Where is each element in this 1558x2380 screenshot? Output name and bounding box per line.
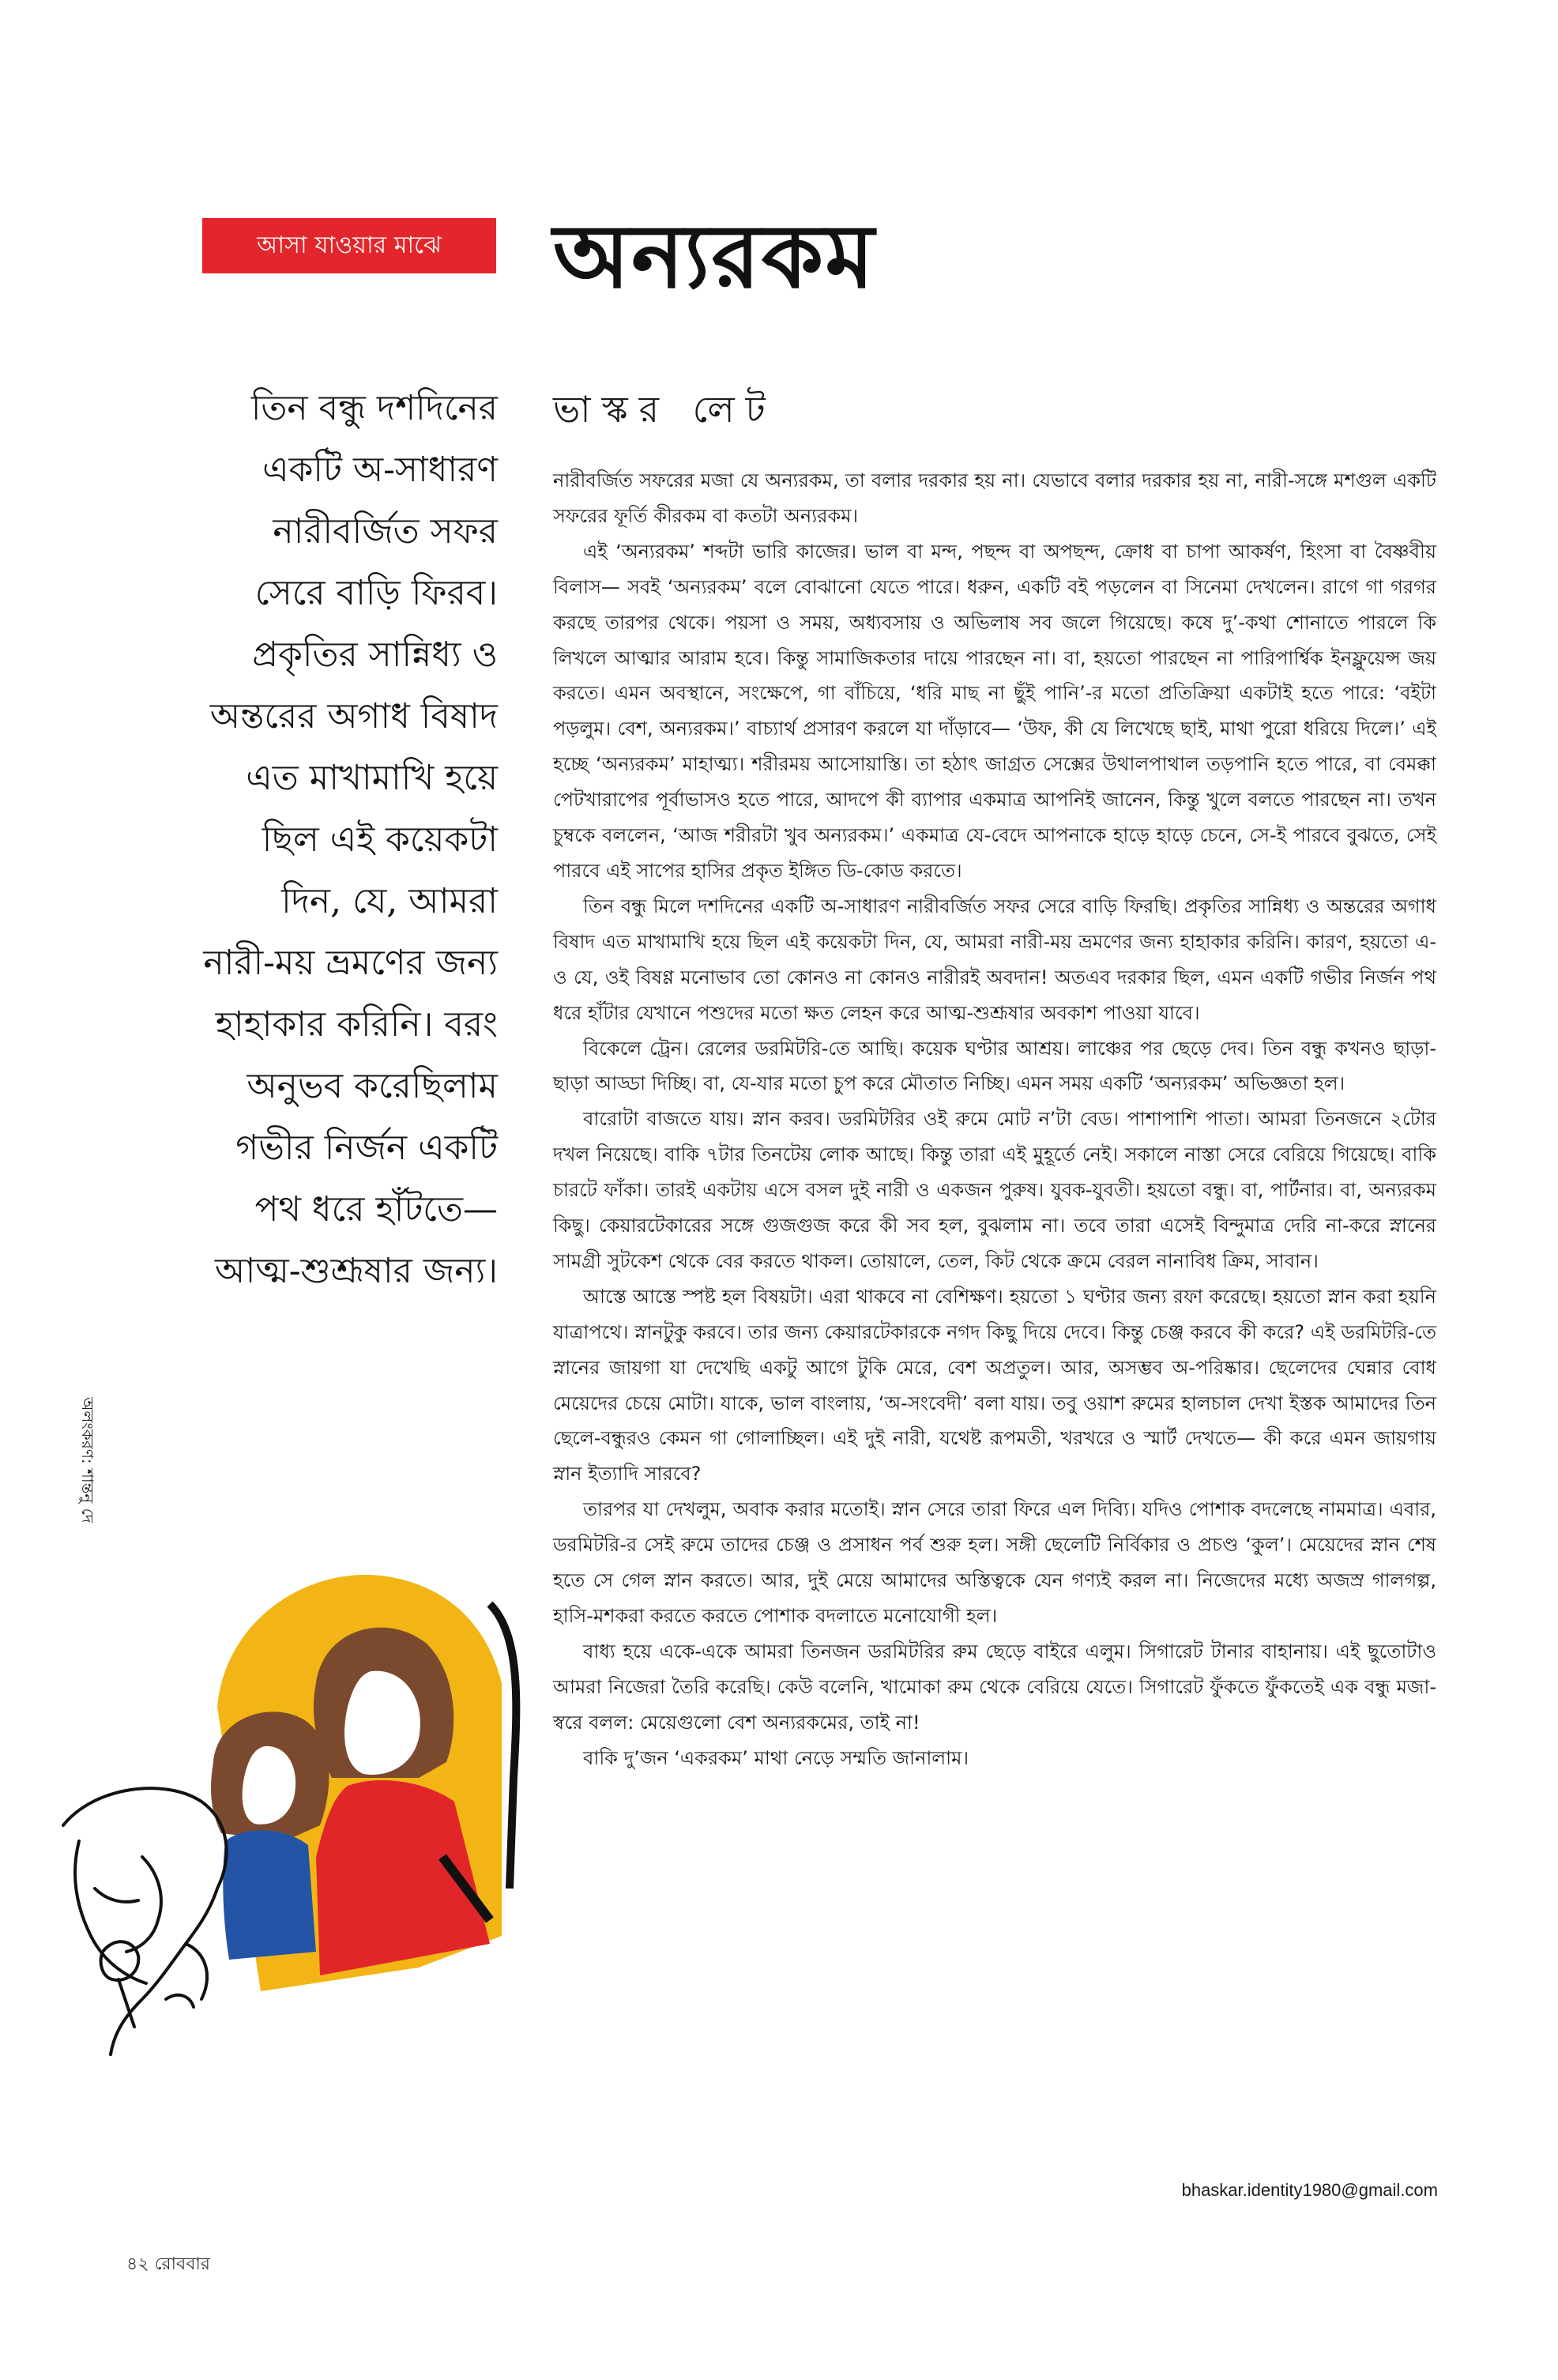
article-paragraph: বাধ্য হয়ে একে-একে আমরা তিনজন ডরমিটরির রুম ছেড়ে বাইরে এলুম। সিগারেট টানার বাহানায়। এই ছুতোটাও আমরা নিজেরা তৈরি করেছি। কেউ বলেনি, খামোকা রুম থেকে বেরিয়ে যেতে। সিগারেট ফুঁকতে ফুঁকতেই এক বন্ধু মজা-স্বরে বলল: মেয়েগুলো বেশ অন্যরকমের, তাই না! [553,1640,1436,1734]
pull-quote-line: সেরে বাড়ি ফিরব। [254,573,498,613]
pull-quote-line: ছিল এই কয়েকটা [262,819,498,860]
pull-quote [119,378,498,1302]
article-paragraph: নারীবর্জিত সফরের মজা যে অন্যরকম, তা বলার দরকার হয় না। যেভাবে বলার দরকার হয় না, নারী-সঙ্গে মশগুল একটি সফরের ফূর্তি কীরকম বা কতটা অন্যরকম। [553,469,1436,527]
pull-quote-line: নারী-ময় ভ্রমণের জন্য [203,943,498,983]
pull-quote-line: একটি অ-সাধারণ [262,450,498,490]
pull-quote-line: নারীবর্জিত সফর [273,511,498,552]
pull-quote-line: আত্ম-শুশ্রূষার জন্য। [215,1251,498,1291]
article-body [553,463,1436,1776]
section-tag: আসা যাওয়ার মাঝে [202,218,496,273]
man-hand-drawing [101,1941,139,2027]
pull-quote-line: অনুভব করেছিলাম [246,1066,498,1106]
pull-quote-line: প্রকৃতির সান্নিধ্য ও [252,635,498,675]
article-paragraph: তিন বন্ধু মিলে দশদিনের একটি অ-সাধারণ নারীবর্জিত সফর সেরে বাড়ি ফিরছি। প্রকৃতির সান্নিধ্য ও অন্তরের অগাধ বিষাদ এত মাখামাখি হয়ে ছিল এই কয়েকটা দিন, যে, আমরা নারী-ময় ভ্রমণের জন্য হাহাকার করিনি। কারণ, হয়তো এ-ও যে, ওই বিষণ্ণ মনোভাব তো কোনও না কোনও নারীরই অবদান! অতএব দরকার ছিল, এমন একটি গভীর নির্জন পথ ধরে হাঁটার যেখানে পশুদের মতো ক্ষত লেহন করে আত্ম-শুশ্রূষার অবকাশ পাওয়া যাবে। [553,894,1436,1024]
author-email: bhaskar.identity1980@gmail.com [1181,2180,1438,2200]
author-byline: ভাস্কর লেট [553,388,777,431]
pull-quote-line: গভীর নির্জন একটি [235,1128,498,1168]
article-paragraph: বাকি দু’জন ‘একরকম’ মাথা নেড়ে সম্মতি জানালাম। [583,1746,969,1769]
article-paragraph: এই ‘অন্যরকম’ শব্দটা ভারি কাজের। ভাল বা মন্দ, পছন্দ বা অপছন্দ, ক্রোধ বা চাপা আকর্ষণ, হিংসা বা বৈষ্ণবীয় বিলাস— সবই ‘অন্যরকম’ বলে বোঝানো যেতে পারে। ধরুন, একটি বই পড়লেন বা সিনেমা দেখলেন। রাগে গা গরগর করছে তারপর থেকে। পয়সা ও সময়, অধ্যবসায় ও অভিলাষ সব জলে গিয়েছে। কষে দু’-কথা শোনাতে পারলে কি লিখলে আত্মার আরাম হবে। কিন্তু সামাজিকতার দায়ে পারছেন না। বা, হয়তো পারছেন না পারিপার্শ্বিক ইনফ্লুয়েন্স জয় করতে। এমন অবস্থানে, সংক্ষেপে, গা বাঁচিয়ে, ‘ধরি মাছ না ছুঁই পানি’-র মতো প্রতিক্রিয়া একটাই হতে পারে: ‘বইটা পড়লুম। বেশ, অন্যরকম।’ বাচ্যার্থ প্রসারণ করলে যা দাঁড়াবে— ‘উফ, কী যে লিখেছে ছাই, মাথা পুরো ধরিয়ে দিলে।’ এই হচ্ছে ‘অন্যরকম’ মাহাত্ম্য। শরীরময় আসোয়াস্তি। তা হঠাৎ জাগ্রত সেক্সের উথালপাথাল তড়পানি হতে পারে, বা বেমক্কা পেটখারাপের পূর্বাভাসও হতে পারে, আদপে কী ব্যাপার একমাত্র আপনিই জানেন, কিন্তু খুলে বলতে পারছেন না। তখন চুম্বকে বললেন, ‘আজ শরীরটা খুব অন্যরকম।’ একমাত্র যে-বেদে আপনাকে হাড়ে হাড়ে চেনে, সে-ই পারবে বুঝতে, সেই পারবে এই সাপের হাসির প্রকৃত ইঙ্গিত ডি-কোড করতে। [553,540,1436,882]
man-line-drawing [63,1788,227,2054]
pull-quote-line: হাহাকার করিনি। বরং [215,1004,498,1045]
blue-dress [223,1830,316,1960]
pull-quote-line: দিন, যে, আমরা [281,881,498,921]
illustration-credit: অলংকরণ: শান্তনু দে [78,1397,97,1523]
article-illustration [47,1446,521,2094]
article-paragraph: বারোটা বাজতে যায়। স্নান করব। ডরমিটরির ওই রুমে মোট ন’টা বেড। পাশাপাশি পাতা। আমরা তিনজনে ২টোর দখল নিয়েছে। বাকি ৭টার তিনটেয় লোক আছে। কিন্তু তারা এই মুহূর্তে নেই। সকালে নাস্তা সেরে বেরিয়ে গিয়েছে। বাকি চারটে ফাঁকা। তারই একটায় এসে বসল দুই নারী ও একজন পুরুষ। যুবক-যুবতী। হয়তো বন্ধু। বা, পার্টনার। বা, অন্যরকম কিছু। কেয়ারটেকারের সঙ্গে গুজগুজ করে কী সব হল, বুঝলাম না। তবে তারা এসেই বিন্দুমাত্র দেরি না-করে স্নানের সামগ্রী সুটকেশ থেকে বের করতে থাকল। তোয়ালে, তেল, কিট থেকে ক্রমে বেরল নানাবিধ ক্রিম, সাবান। [553,1108,1436,1272]
article-paragraph: আস্তে আস্তে স্পষ্ট হল বিষয়টা। এরা থাকবে না বেশিক্ষণ। হয়তো ১ ঘণ্টার জন্য রফা করেছে। হয়তো স্নান করা হয়নি যাত্রাপথে। স্নানটুকু করবে। তার জন্য কেয়ারটেকারকে নগদ কিছু দিয়ে দেবে। কিন্তু চেঞ্জ করবে কী করে? এই ডরমিটরি-তে স্নানের জায়গা যা দেখেছি একটু আগে টুকি মেরে, বেশ অপ্রতুল। আর, অসম্ভব অ-পরিষ্কার। ছেলেদের ঘেন্নার বোধ মেয়েদের চেয়ে মোটা। যাকে, ভাল বাংলায়, ‘অ-সংবেদী’ বলা যায়। তবু ওয়াশ রুমের হালচাল দেখা ইস্তক আমাদের তিন ছেলে-বন্ধুরও কেমন গা গোলাচ্ছিল। এই দুই নারী, যথেষ্ট রূপমতী, খরখরে ও স্মার্ট দেখতে— কী করে এমন জায়গায় স্নান ইত্যাদি সারবে? [553,1285,1436,1486]
article-paragraph: তারপর যা দেখলুম, অবাক করার মতোই। স্নান সেরে তারা ফিরে এল দিব্যি। যদিও পোশাক বদলেছে নামমাত্র। এবার, ডরমিটরি-র সেই রুমে তাদের চেঞ্জ ও প্রসাধন পর্ব শুরু হল। সঙ্গী ছেলেটি নির্বিকার ও প্রচণ্ড ‘কুল’। মেয়েদের স্নান শেষ হতে সে গেল স্নান করতে। আর, দুই মেয়ে আমাদের অস্তিত্বকে যেন গণ্যই করল না। নিজেদের মধ্যে অজস্র গালগল্প, হাসি-মশকরা করতে করতে পোশাক বদলাতে মনোযোগী হল। [553,1498,1436,1627]
page-footer: ৪২ রোববার [126,2254,210,2274]
article-paragraph: বিকেলে ট্রেন। রেলের ডরমিটরি-তে আছি। কয়েক ঘণ্টার আশ্রয়। লাঞ্চের পর ছেড়ে দেব। তিন বন্ধু কখনও ছাড়া-ছাড়া আড্ডা দিচ্ছি। বা, যে-যার মতো চুপ করে মৌতাত নিচ্ছি। এমন সময় একটি ‘অন্যরকম’ অভিজ্ঞতা হল। [553,1037,1436,1095]
pull-quote-line: অন্তরের অগাধ বিষাদ [209,696,498,736]
article-title: অন্যরকম [553,205,876,308]
pull-quote-line: পথ ধরে হাঁটতে— [254,1189,498,1230]
pull-quote-line: এত মাখামাখি হয়ে [246,758,498,798]
pull-quote-line: তিন বন্ধু দশদিনের [250,388,498,428]
